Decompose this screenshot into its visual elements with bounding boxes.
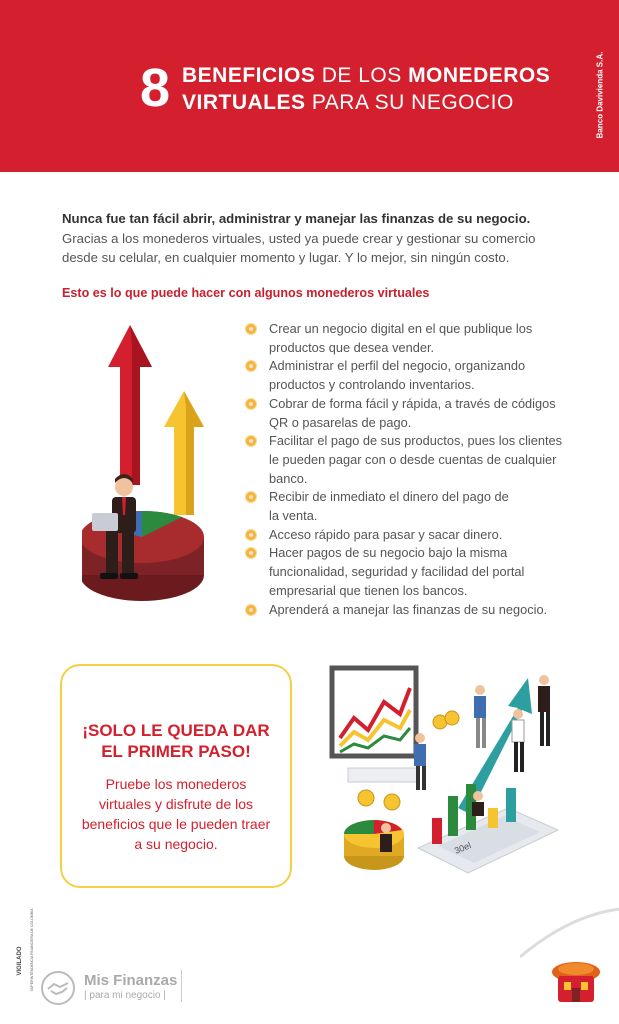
bullet-icon <box>246 605 256 615</box>
header-title-word: PARA SU NEGOCIO <box>305 91 514 114</box>
list-item <box>246 488 519 525</box>
davivienda-house-icon <box>550 958 602 1006</box>
header-number: 8 <box>140 58 171 118</box>
benefit-text: Acceso rápido para pasar y sacar dinero. <box>269 526 503 542</box>
intro-paragraph <box>62 209 562 268</box>
business-team-illustration <box>328 658 568 888</box>
superintendencia-label <box>26 908 38 992</box>
header-title-word: BENEFICIOS <box>182 64 316 87</box>
benefit-text: Administrar el perfil del negocio, organizando productos y controlando inventarios. <box>269 358 526 393</box>
brand-subtitle: | para mi negocio | <box>84 990 166 1001</box>
header-title-word: DE LOS <box>315 64 409 87</box>
benefit-text: Aprenderá a manejar las finanzas de su negocio. <box>269 601 548 617</box>
vigilado-text: VIGILADO <box>17 946 23 976</box>
bank-name: Banco Davivienda S.A. <box>595 51 605 139</box>
vigilado-label <box>14 918 26 1004</box>
growth-arrows-illustration <box>82 325 232 615</box>
bullet-icon <box>246 324 256 334</box>
bullet-icon <box>246 530 256 540</box>
bullet-icon <box>246 436 256 446</box>
benefit-text: Crear un negocio digital en el que publique los productos que desea vender. <box>269 321 533 355</box>
benefit-text: Hacer pagos de su negocio bajo la misma funcionalidad, seguridad y facilidad del portal empresarial que tienen los bancos. <box>269 545 525 598</box>
list-item <box>246 395 566 432</box>
header-banner <box>0 0 619 172</box>
bank-name-vertical <box>590 40 610 150</box>
call-to-action-card <box>60 664 292 888</box>
brand-title: Mis Finanzas <box>84 972 178 989</box>
benefits-list <box>246 320 566 619</box>
benefit-text: Recibir de inmediato el dinero del pago de la venta. <box>269 489 509 524</box>
benefits-subheading: Esto es lo que puede hacer con algunos monederos virtuales <box>62 286 430 300</box>
card-title-line: EL PRIMER PASO! <box>101 742 251 761</box>
header-title-line2 <box>182 91 514 115</box>
benefit-text: Cobrar de forma fácil y rápida, a través de códigos QR o pasarelas de pago. <box>269 395 556 430</box>
list-item <box>246 432 566 488</box>
bullet-icon <box>246 492 256 502</box>
header-title-word: VIRTUALES <box>182 91 306 114</box>
decorative-swoosh <box>520 905 619 965</box>
bullet-icon <box>246 399 256 409</box>
list-item <box>246 544 566 600</box>
handshake-icon <box>40 970 76 1006</box>
list-item <box>246 320 566 357</box>
list-item <box>246 526 566 545</box>
benefit-text: Facilitar el pago de sus productos, pues los clientes le pueden pagar con o desde cuentas de cualquier banco. <box>269 433 563 486</box>
superintendencia-text: SUPERINTENDENCIA FINANCIERA DE COLOMBIA <box>30 908 34 992</box>
card-body: Pruebe los monederos virtuales y disfrute de los beneficios que le pueden traer a su negocio. <box>81 776 271 852</box>
phone-label: 30el <box>453 840 473 856</box>
list-item <box>246 601 609 620</box>
card-title <box>62 720 290 762</box>
bullet-icon <box>246 548 256 558</box>
card-title-line: ¡SOLO LE QUEDA DAR <box>82 721 270 740</box>
footer-divider <box>181 970 182 1002</box>
list-item <box>246 357 566 394</box>
intro-body: Gracias a los monederos virtuales, usted ya puede crear y gestionar su comercio desde su celular, en cualquier momento y lugar. Y lo mejor, sin ningún costo. <box>62 230 536 265</box>
bullet-icon <box>246 361 256 371</box>
header-title-word: MONEDEROS <box>408 64 551 87</box>
intro-lead: Nunca fue tan fácil abrir, administrar y manejar las finanzas de su negocio. <box>62 211 531 226</box>
header-title-line1 <box>182 64 550 88</box>
